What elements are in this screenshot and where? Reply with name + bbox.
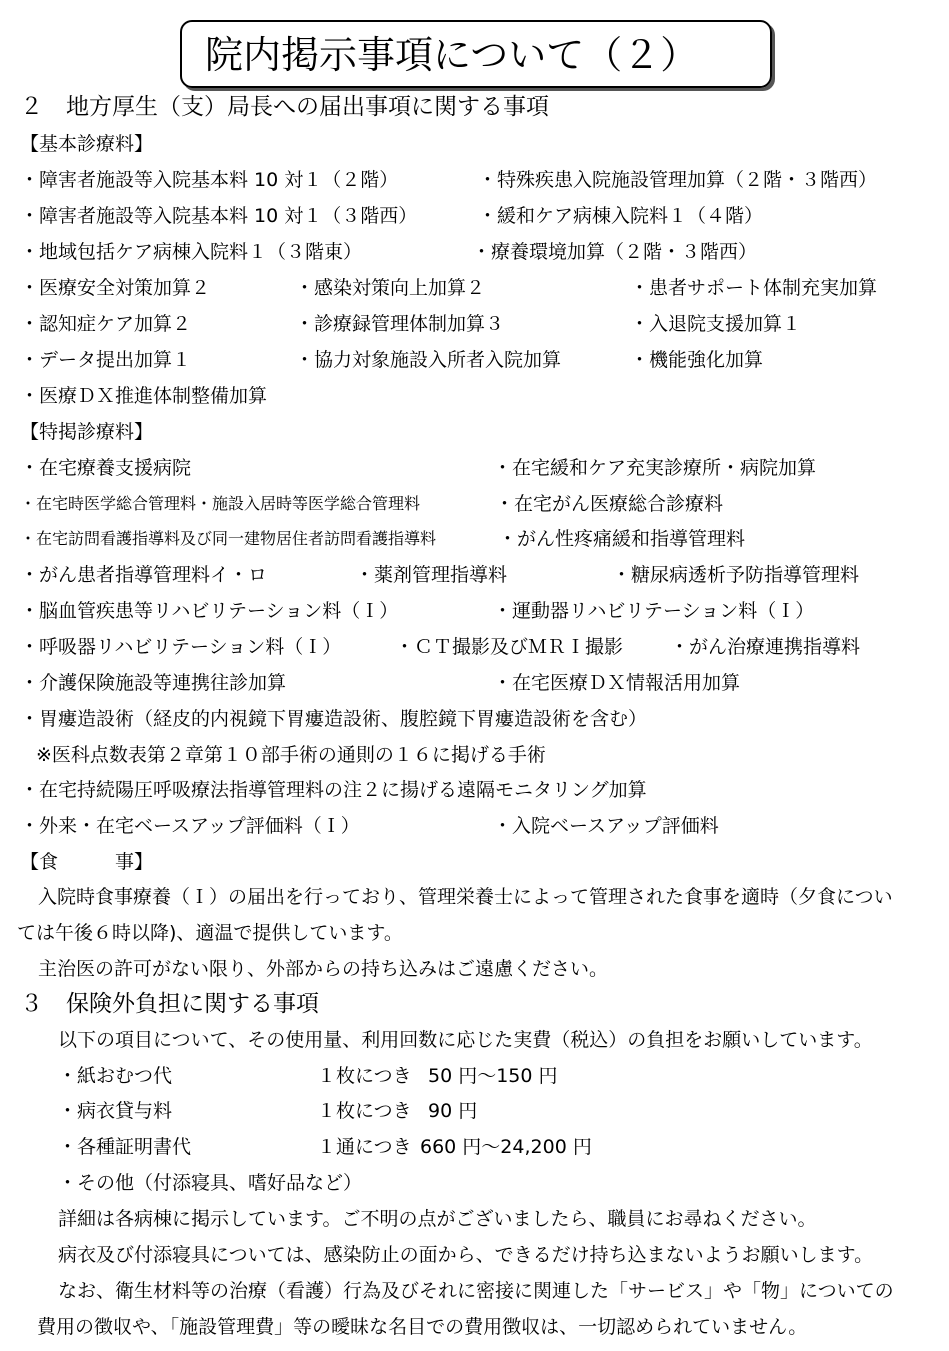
fee-price: 90 円: [428, 1100, 478, 1122]
fee-name: ・各種証明書代: [58, 1136, 192, 1158]
paragraph-line: 主治医の許可がない限り、外部からの持ち込みはご遠慮ください。: [38, 958, 609, 980]
list-item: ・がん治療連携指導料: [670, 636, 861, 658]
tokkei-label: 【特掲診療料】: [20, 421, 154, 443]
paragraph-line: 入院時食事療養（Ｉ）の届出を行っており、管理栄養士によって管理された食事を適時（夕食につい: [38, 886, 893, 908]
paragraph-line: 病衣及び付添寝具については、感染防止の面から、できるだけ持ち込まないようお願いします。: [58, 1244, 874, 1266]
paragraph-line: 詳細は各病棟に掲示しています。ご不明の点がございましたら、職員にお尋ねください。: [58, 1208, 817, 1230]
list-item: ・呼吸器リハビリテーション料（Ｉ）: [20, 636, 342, 658]
list-item: ・障害者施設等入院基本料 10 対１（２階）: [20, 169, 399, 191]
list-item: ・在宅医療ＤＸ情報活用加算: [493, 672, 741, 694]
list-item: ・協力対象施設入所者入院加算: [295, 349, 562, 371]
section3-intro: 以下の項目について、その使用量、利用回数に応じた実費（税込）の負担をお願いしています。: [58, 1029, 873, 1051]
list-item: ・糖尿病透析予防指導管理料: [612, 564, 860, 586]
list-item: ・胃瘻造設術（経皮的内視鏡下胃瘻造設術、腹腔鏡下胃瘻造設術を含む）: [20, 708, 648, 730]
list-item: ・診療録管理体制加算３: [295, 313, 505, 335]
list-item: ・地域包括ケア病棟入院料１（３階東）: [20, 241, 363, 263]
fee-name: ・紙おむつ代: [58, 1065, 173, 1087]
list-item: ・在宅訪問看護指導料及び同一建物居住者訪問看護指導料: [20, 529, 437, 548]
list-item: ・介護保険施設等連携往診加算: [20, 672, 287, 694]
shokuji-label: 【食 事】: [20, 851, 154, 873]
paragraph-line: ては午後６時以降)、適温で提供しています。: [17, 922, 403, 944]
list-item: ・脳血管疾患等リハビリテーション料（Ｉ）: [20, 600, 399, 622]
list-item: ・がん性疼痛緩和指導管理料: [498, 528, 746, 550]
kihon-label: 【基本診療料】: [20, 133, 154, 155]
section3-heading: ３ 保険外負担に関する事項: [20, 991, 319, 1017]
fee-name: ・病衣貸与料: [58, 1100, 173, 1122]
list-item: ・感染対策向上加算２: [295, 277, 486, 299]
list-item: ・運動器リハビリテーション料（Ｉ）: [493, 600, 815, 622]
fee-price: 50 円～150 円: [428, 1065, 558, 1087]
list-item: ・機能強化加算: [630, 349, 764, 371]
list-item: ・在宅持続陽圧呼吸療法指導管理料の注２に揚げる遠隔モニタリング加算: [20, 779, 647, 801]
list-item: ・薬剤管理指導料: [355, 564, 508, 586]
list-item: ・患者サポート体制充実加算: [630, 277, 878, 299]
fee-other: ・その他（付添寝具、嗜好品など）: [58, 1172, 363, 1194]
list-item: ・入退院支援加算１: [630, 313, 802, 335]
list-item: ・外来・在宅ベースアップ評価料（Ｉ）: [20, 815, 360, 837]
paragraph-line: 費用の徴収や、「施設管理費」等の曖昧な名目での費用徴収は、一切認められていません。: [37, 1316, 808, 1338]
paragraph-line: なお、衛生材料等の治療（看護）行為及びそれに密接に関連した「サービス」や「物」についての: [58, 1280, 894, 1302]
list-item: ・在宅療養支援病院: [20, 457, 192, 479]
list-item: ・療養環境加算（２階・３階西）: [472, 241, 758, 263]
list-item: ・がん患者指導管理料イ・ロ: [20, 564, 268, 586]
list-item: ・データ提出加算１: [20, 349, 192, 371]
list-item: ・在宅時医学総合管理料・施設入居時等医学総合管理料: [20, 494, 421, 513]
list-item: ・在宅緩和ケア充実診療所・病院加算: [493, 457, 817, 479]
list-item: ・在宅がん医療総合診療料: [495, 493, 724, 515]
list-item: ・特殊疾患入院施設管理加算（２階・３階西）: [478, 169, 878, 191]
list-item: ・医療ＤＸ推進体制整備加算: [20, 385, 268, 407]
list-item: ・入院ベースアップ評価料: [493, 815, 719, 837]
list-item: ・医療安全対策加算２: [20, 277, 211, 299]
page-title: 院内掲示事項について（２）: [205, 33, 699, 77]
fee-unit: １通につき: [317, 1136, 412, 1158]
section2-heading: ２ 地方厚生（支）局長への届出事項に関する事項: [20, 94, 549, 120]
list-item: ・緩和ケア病棟入院料１（４階）: [478, 205, 764, 227]
list-item: ・ＣＴ撮影及びＭＲＩ撮影: [395, 636, 624, 658]
fee-unit: １枚につき: [317, 1100, 412, 1122]
list-item: ・認知症ケア加算２: [20, 313, 192, 335]
list-note: ※医科点数表第２章第１０部手術の通則の１６に掲げる手術: [36, 744, 546, 766]
fee-price: 660 円～24,200 円: [420, 1136, 592, 1158]
list-item: ・障害者施設等入院基本料 10 対１（３階西）: [20, 205, 418, 227]
fee-unit: １枚につき: [317, 1065, 412, 1087]
